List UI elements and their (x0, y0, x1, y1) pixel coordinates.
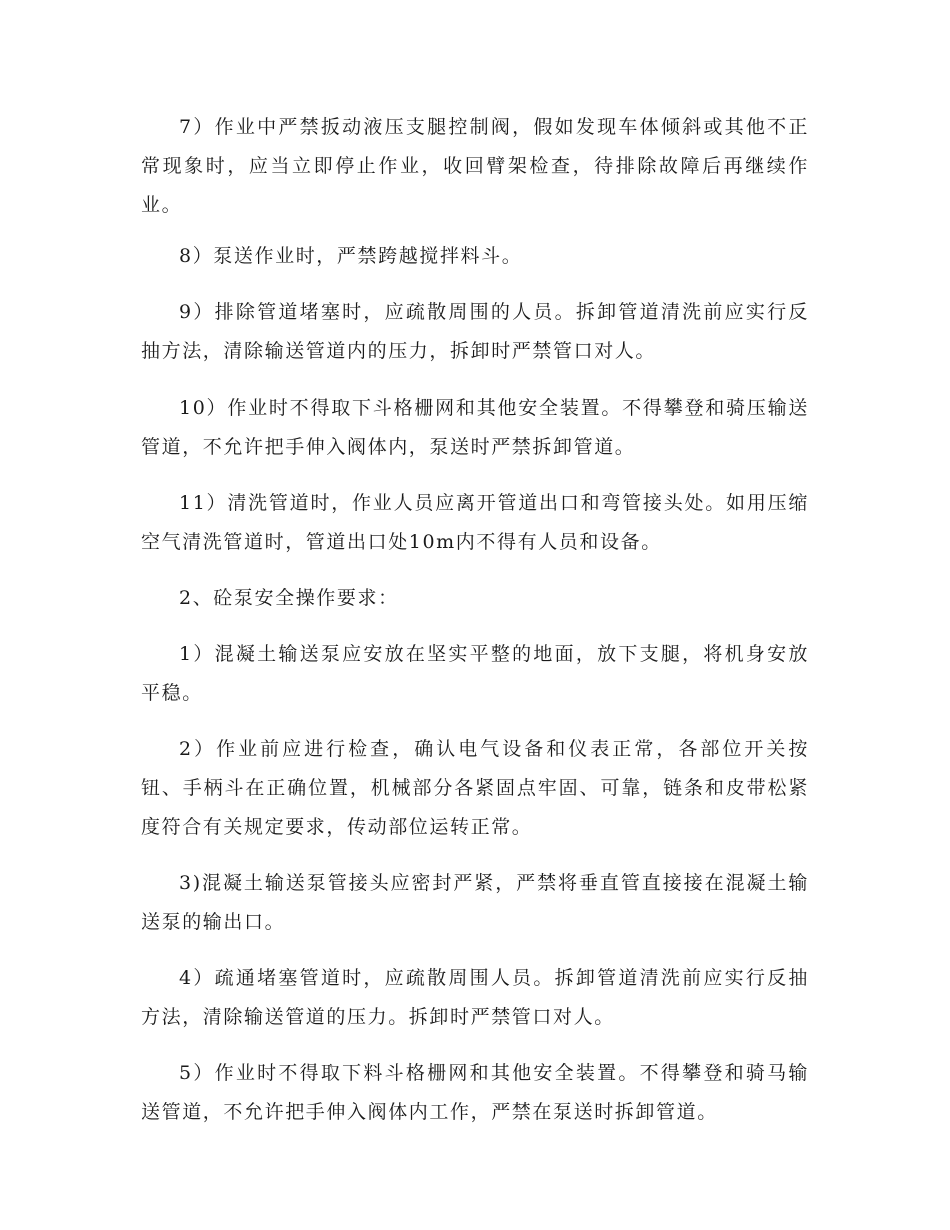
paragraph-pump-item-4: 4）疏通堵塞管道时，应疏散周围人员。拆卸管道清洗前应实行反抽方法，清除输送管道的压力。拆卸时严禁管口对人。 (141, 967, 809, 1028)
section-heading-pump-safety: 2、砼泵安全操作要求： (179, 587, 399, 609)
paragraph-pump-item-2: 2）作业前应进行检查，确认电气设备和仪表正常，各部位开关按钮、手柄斗在正确位置，机械部分各紧固点牢固、可靠，链条和皮带松紧度符合有关规定要求，传动部位运转正常。 (141, 738, 809, 838)
document-body (141, 108, 809, 1149)
paragraph-item-10: 10）作业时不得取下斗格栅网和其他安全装置。不得攀登和骑压输送管道，不允许把手伸入阀体内，泵送时严禁拆卸管道。 (141, 397, 809, 458)
paragraph-item-11: 11）清洗管道时，作业人员应离开管道出口和弯管接头处。如用压缩空气清洗管道时，管道出口处10m内不得有人员和设备。 (141, 492, 809, 553)
paragraph-item-9: 9）排除管道堵塞时，应疏散周围的人员。拆卸管道清洗前应实行反抽方法，清除输送管道内的压力，拆卸时严禁管口对人。 (141, 301, 809, 362)
paragraph-pump-item-1: 1）混凝土输送泵应安放在坚实平整的地面，放下支腿，将机身安放平稳。 (141, 643, 809, 704)
paragraph-pump-item-5: 5）作业时不得取下料斗格栅网和其他安全装置。不得攀登和骑马输送管道，不允许把手伸入阀体内工作，严禁在泵送时拆卸管道。 (141, 1062, 809, 1123)
paragraph-pump-item-3: 3)混凝土输送泵管接头应密封严紧，严禁将垂直管直接接在混凝土输送泵的输出口。 (141, 872, 809, 933)
paragraph-item-7: 7）作业中严禁扳动液压支腿控制阀，假如发现车体倾斜或其他不正常现象时，应当立即停止作业，收回臂架检查，待排除故障后再继续作业。 (141, 116, 809, 216)
paragraph-item-8: 8）泵送作业时，严禁跨越搅拌料斗。 (179, 245, 523, 267)
